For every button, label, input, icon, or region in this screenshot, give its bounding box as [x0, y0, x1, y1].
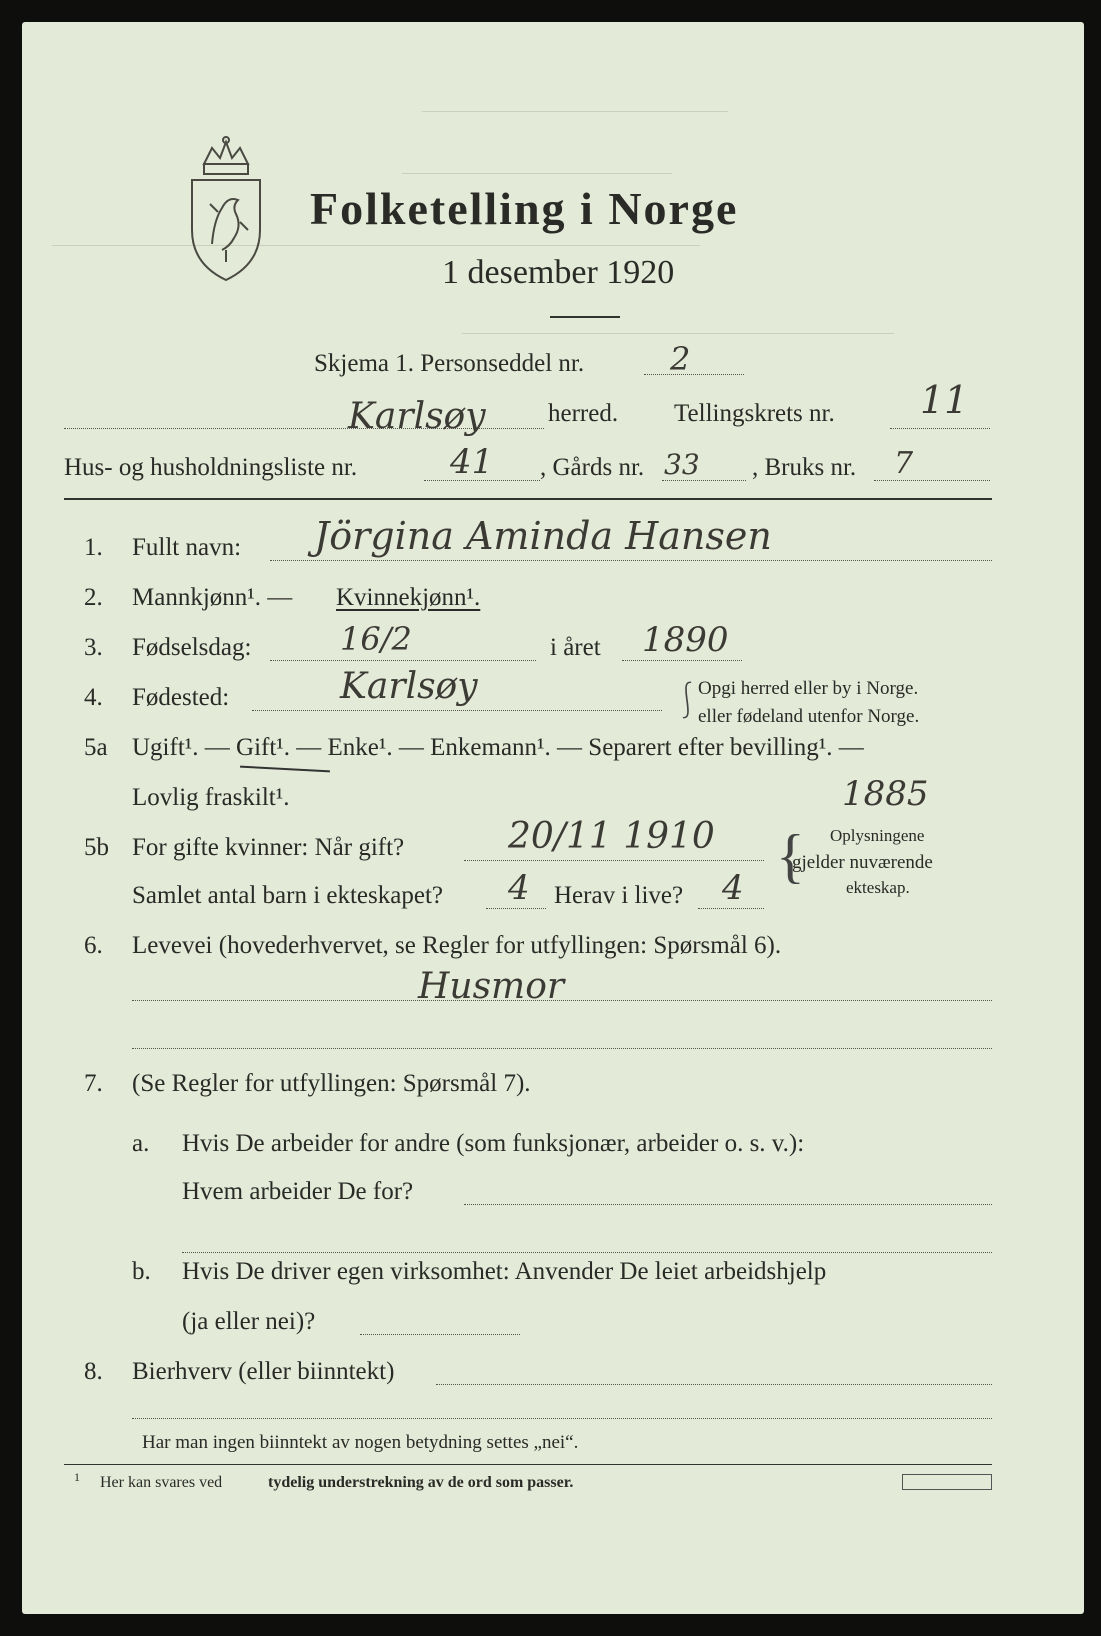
alive-line — [698, 908, 764, 909]
bleed-through-text: ————————————————— — [422, 100, 728, 120]
q1-label: Fullt navn: — [132, 534, 242, 561]
q4-line — [252, 710, 662, 711]
q4-brace: ⎰ — [676, 680, 699, 721]
footnote-emphasis: tydelig understrekning av de ord som passer. — [268, 1474, 574, 1491]
q3-year-line — [622, 660, 742, 661]
q8-answer-line-2[interactable] — [132, 1418, 992, 1419]
income-note: Har man ingen biinntekt av nogen betydning settes „nei“. — [142, 1432, 579, 1453]
q8-number: 8. — [84, 1358, 103, 1385]
q4-note-2: eller fødeland utenfor Norge. — [698, 706, 920, 727]
year-label: i året — [550, 634, 601, 661]
q7-number: 7. — [84, 1070, 103, 1097]
marital-status-options[interactable]: Ugift¹. — Gift¹. — Enke¹. — Enkemann¹. — Separert efter bevilling¹. — — [132, 734, 864, 761]
form-date: 1 desember 1920 — [442, 254, 675, 291]
footnote-mark: 1 — [74, 1470, 80, 1484]
q7a-line-1: Hvis De arbeider for andre (som funksjonær, arbeider o. s. v.): — [182, 1130, 805, 1157]
tellingskrets-label: Tellingskrets nr. — [674, 400, 835, 427]
footnote-prefix: Her kan svares ved — [100, 1474, 223, 1491]
q5b-line — [464, 860, 764, 861]
birth-day-value[interactable]: 16/2 — [340, 620, 412, 658]
full-name-value[interactable]: Jörgina Aminda Hansen — [314, 514, 772, 558]
q2-number: 2. — [84, 584, 103, 611]
male-option[interactable]: Mannkjønn¹. — — [132, 584, 293, 611]
bruks-label: , Bruks nr. — [752, 454, 857, 481]
herred-label: herred. — [548, 400, 619, 427]
birthplace-value[interactable]: Karlsøy — [340, 666, 478, 707]
q5b-brace: { — [776, 823, 805, 889]
norwegian-coat-of-arms-icon — [182, 134, 270, 284]
q8-answer-line[interactable] — [436, 1384, 992, 1385]
bleed-through-text: ———————————————————————————————————— — [52, 234, 700, 254]
gards-value[interactable]: 33 — [664, 448, 700, 481]
gards-label: , Gårds nr. — [540, 454, 645, 481]
q1-number: 1. — [84, 534, 103, 561]
printer-stamp — [902, 1474, 992, 1490]
schema-number[interactable]: 2 — [670, 340, 691, 378]
q3-number: 3. — [84, 634, 103, 661]
bleed-through-text: ——————————————— — [402, 162, 672, 182]
children-line — [486, 908, 546, 909]
q6-line-2 — [132, 1048, 992, 1049]
birth-year-value[interactable]: 1890 — [642, 620, 729, 660]
tellingskrets-line — [890, 428, 990, 429]
q3-day-line — [270, 660, 536, 661]
bruks-line — [874, 480, 990, 481]
q3-label: Fødselsdag: — [132, 634, 252, 661]
tellingskrets-value[interactable]: 11 — [920, 378, 969, 422]
footnote-divider — [64, 1464, 992, 1465]
q7a-answer-line[interactable] — [464, 1204, 992, 1205]
q6-label: Levevei (hovederhvervet, se Regler for utfyllingen: Spørsmål 6). — [132, 932, 782, 959]
census-form — [22, 22, 1084, 1614]
q8-label: Bierhverv (eller biinntekt) — [132, 1358, 395, 1385]
q5b-label: For gifte kvinner: Når gift? — [132, 834, 405, 861]
bleed-through-text: ———————————————————————— — [462, 322, 894, 342]
schema-number-line — [644, 374, 744, 375]
q7a-number: a. — [132, 1130, 150, 1157]
children-value[interactable]: 4 — [508, 868, 530, 908]
hus-value[interactable]: 41 — [450, 442, 494, 482]
q6-number: 6. — [84, 932, 103, 959]
alive-label: Herav i live? — [554, 882, 684, 909]
q5b-note-1: Oplysningene — [830, 826, 925, 845]
header-divider — [64, 498, 992, 500]
q4-number: 4. — [84, 684, 103, 711]
q7-label: (Se Regler for utfyllingen: Spørsmål 7). — [132, 1070, 531, 1097]
title-divider — [550, 316, 620, 318]
alive-value[interactable]: 4 — [722, 868, 744, 908]
herred-value[interactable]: Karlsøy — [348, 396, 486, 437]
q7b-line-1: Hvis De driver egen virksomhet: Anvender De leiet arbeidshjelp — [182, 1258, 827, 1285]
q7a-answer-line-2[interactable] — [182, 1252, 992, 1253]
margin-note-year: 1885 — [842, 774, 929, 814]
q1-line — [270, 560, 992, 561]
q5b-number: 5b — [84, 834, 109, 861]
hus-label: Hus- og husholdningsliste nr. — [64, 454, 358, 481]
occupation-value[interactable]: Husmor — [418, 966, 565, 1007]
q5a-number: 5a — [84, 734, 108, 761]
form-title: Folketelling i Norge — [310, 183, 739, 234]
q7a-line-2: Hvem arbeider De for? — [182, 1178, 414, 1205]
marriage-date-value[interactable]: 20/11 1910 — [508, 816, 715, 857]
q4-label: Fødested: — [132, 684, 230, 711]
q7b-answer-line[interactable] — [360, 1334, 520, 1335]
q5b-note-2: gjelder nuværende — [792, 852, 933, 873]
female-option-underlined[interactable]: Kvinnekjønn¹. — [336, 584, 481, 611]
gift-underline-mark — [240, 766, 330, 773]
children-label: Samlet antal barn i ekteskapet? — [132, 882, 443, 909]
q4-note-1: Opgi herred eller by i Norge. — [698, 678, 919, 699]
q5b-note-3: ekteskap. — [846, 878, 910, 897]
q7b-line-2: (ja eller nei)? — [182, 1308, 316, 1335]
schema-label: Skjema 1. Personseddel nr. — [314, 350, 585, 377]
bruks-value[interactable]: 7 — [894, 446, 914, 481]
q7b-number: b. — [132, 1258, 151, 1285]
divorced-option[interactable]: Lovlig fraskilt¹. — [132, 784, 290, 811]
